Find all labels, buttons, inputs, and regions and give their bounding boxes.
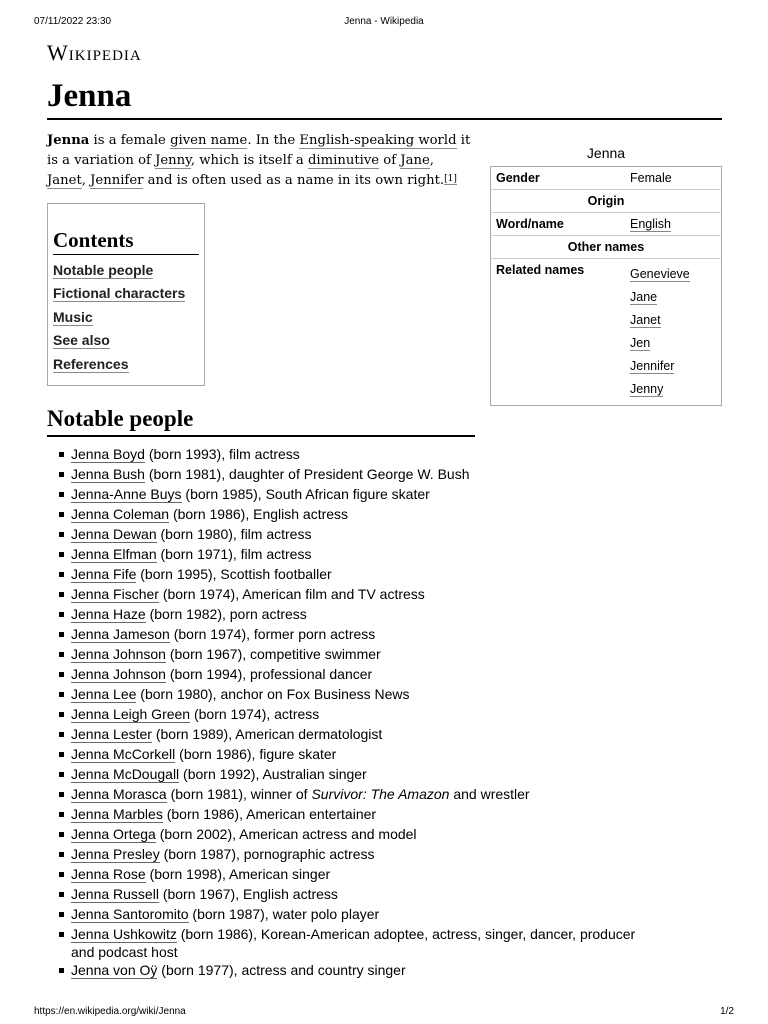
bullet-icon — [59, 692, 64, 697]
list-item — [55, 604, 715, 624]
bullet-icon — [59, 932, 64, 937]
person-description: and wrestler — [449, 786, 530, 802]
person-description: (born 1992), Australian singer — [179, 766, 367, 782]
bullet-icon — [59, 652, 64, 657]
bullet-icon — [59, 452, 64, 457]
person-description: (born 1974), former porn actress — [169, 626, 376, 642]
person-link[interactable]: Jenna Bush — [71, 466, 145, 482]
person-description: (born 1993), film actress — [144, 446, 300, 462]
list-item — [55, 584, 715, 604]
notable-people-list — [55, 444, 715, 980]
person-link[interactable]: Jenna Marbles — [71, 806, 163, 822]
list-item — [55, 544, 715, 564]
toc-item-label: References — [53, 355, 129, 372]
person-link[interactable]: Jenna Fife — [71, 566, 137, 582]
intro-text: and is often used as a name in its own right. — [143, 173, 445, 188]
list-item — [55, 844, 715, 864]
word-name-label: Word/name — [491, 213, 626, 236]
origin-heading: Origin — [491, 190, 722, 213]
toc-item-see-also[interactable] — [53, 329, 199, 352]
infobox-table — [490, 166, 722, 406]
list-item — [55, 704, 715, 724]
person-description: (born 1986), English actress — [169, 506, 349, 522]
gender-value: Female — [630, 171, 672, 185]
person-description: (born 1987), pornographic actress — [159, 846, 375, 862]
list-item — [55, 504, 715, 524]
person-link[interactable]: Jenna von Oÿ — [71, 962, 158, 978]
bullet-icon — [59, 592, 64, 597]
intro-text: , — [429, 153, 434, 168]
print-page-number: 1/2 — [720, 1006, 734, 1017]
list-item — [55, 444, 715, 464]
list-item — [55, 664, 715, 684]
list-item — [55, 644, 715, 664]
person-description: (born 1980), film actress — [156, 526, 312, 542]
list-item — [55, 924, 715, 960]
list-item — [55, 464, 715, 484]
bullet-icon — [59, 712, 64, 717]
toc-item-fictional-characters[interactable] — [53, 282, 199, 305]
list-item — [55, 784, 715, 804]
italic-title: Survivor: The Amazon — [311, 786, 450, 802]
intro-text: is a female — [89, 133, 171, 148]
bullet-icon — [59, 672, 64, 677]
reference-link[interactable]: [1] — [444, 174, 457, 184]
related-name-item — [630, 309, 716, 332]
related-names-list — [630, 263, 716, 401]
list-item — [55, 564, 715, 584]
person-description: (born 1982), porn actress — [145, 606, 307, 622]
list-item — [55, 804, 715, 824]
person-description: (born 1981), winner of — [166, 786, 312, 802]
print-title: Jenna - Wikipedia — [344, 16, 424, 27]
related-name-item — [630, 332, 716, 355]
person-link[interactable]: Jenna Lee — [71, 686, 137, 702]
person-link[interactable]: Jenna Johnson — [71, 666, 166, 682]
list-item — [55, 884, 715, 904]
infobox-caption: Jenna — [586, 145, 626, 161]
person-description: (born 1986), figure skater — [175, 746, 337, 762]
bullet-icon — [59, 772, 64, 777]
person-link[interactable]: Jenna Leigh Green — [71, 706, 191, 722]
person-link[interactable]: Jenna Rose — [71, 866, 146, 882]
related-names-label: Related names — [491, 259, 626, 406]
infobox — [490, 142, 722, 406]
list-item — [55, 904, 715, 924]
wikipedia-logo[interactable]: Wikipedia — [47, 40, 142, 65]
person-description: (born 1986), American entertainer — [162, 806, 377, 822]
link-diminutive[interactable]: diminutive — [307, 153, 380, 168]
notable-people-heading: Notable people — [47, 404, 475, 437]
bullet-icon — [59, 852, 64, 857]
list-item — [55, 624, 715, 644]
link-jane[interactable]: Jane — [400, 153, 430, 168]
person-link[interactable]: Jenna Presley — [71, 846, 160, 862]
word-name-value-link[interactable]: English — [630, 217, 671, 231]
person-description: (born 1967), English actress — [158, 886, 338, 902]
related-name-link[interactable]: Genevieve — [630, 267, 690, 281]
toc-item-label: Music — [53, 308, 93, 325]
bullet-icon — [59, 892, 64, 897]
person-link[interactable]: Jenna Lester — [71, 726, 152, 742]
bullet-icon — [59, 512, 64, 517]
bullet-icon — [59, 532, 64, 537]
bullet-icon — [59, 552, 64, 557]
link-english-speaking-world[interactable]: English-speaking world — [299, 133, 457, 148]
print-date: 07/11/2022 23:30 — [34, 16, 112, 27]
related-name-link[interactable]: Jane — [630, 290, 658, 304]
list-item — [55, 960, 715, 980]
bullet-icon — [59, 752, 64, 757]
related-name-item — [630, 378, 716, 401]
bullet-icon — [59, 912, 64, 917]
person-description: (born 1971), film actress — [156, 546, 312, 562]
intro-paragraph — [47, 131, 477, 191]
bullet-icon — [59, 632, 64, 637]
list-item — [55, 744, 715, 764]
person-description: (born 1981), daughter of President George W. Bush — [144, 466, 470, 482]
related-name-item — [630, 286, 716, 309]
related-name-link[interactable]: Jenny — [630, 382, 664, 396]
bullet-icon — [59, 832, 64, 837]
person-link[interactable]: Jenna Haze — [71, 606, 146, 622]
related-name-link[interactable]: Jen — [630, 336, 651, 350]
person-link[interactable]: Jenna Morasca — [71, 786, 167, 802]
bullet-icon — [59, 492, 64, 497]
link-jenny[interactable]: Jenny — [155, 153, 191, 168]
list-item — [55, 824, 715, 844]
person-description: (born 1986), Korean-American adoptee, actress, singer, dancer, producer — [176, 926, 636, 942]
related-name-item — [630, 355, 716, 378]
person-link[interactable]: Jenna Ushkowitz — [71, 926, 177, 942]
person-description: (born 1974), actress — [190, 706, 320, 722]
toc-item-notable-people[interactable] — [53, 259, 199, 282]
person-description: (born 1985), South African figure skater — [181, 486, 430, 502]
toc-item-references[interactable] — [53, 353, 199, 376]
person-link[interactable]: Jenna Ortega — [71, 826, 156, 842]
person-description: (born 1977), actress and country singer — [157, 962, 406, 978]
person-description: (born 1989), American dermatologist — [151, 726, 383, 742]
person-description: (born 1967), competitive swimmer — [165, 646, 381, 662]
related-name-item — [630, 263, 716, 286]
intro-text: of — [379, 153, 401, 168]
link-janet[interactable]: Janet — [47, 173, 82, 188]
person-link[interactable]: Jenna Johnson — [71, 646, 166, 662]
person-link[interactable]: Jenna Russell — [71, 886, 159, 902]
table-of-contents — [47, 203, 205, 386]
person-link[interactable]: Jenna Fischer — [71, 586, 159, 602]
intro-text: . In the — [247, 133, 300, 148]
toc-title: Contents — [53, 228, 199, 255]
bullet-icon — [59, 612, 64, 617]
bullet-icon — [59, 732, 64, 737]
intro-text: , which is itself a — [190, 153, 308, 168]
intro-bold-term: Jenna — [47, 133, 90, 148]
person-description: (born 1974), American film and TV actress — [158, 586, 425, 602]
person-description: (born 1987), water polo player — [188, 906, 380, 922]
intro-text: , — [81, 173, 91, 188]
list-item — [55, 524, 715, 544]
related-name-link[interactable]: Jennifer — [630, 359, 675, 373]
person-description: (born 1995), Scottish footballer — [136, 566, 332, 582]
person-description: (born 1998), American singer — [145, 866, 331, 882]
person-link[interactable]: Jenna Dewan — [71, 526, 157, 542]
bullet-icon — [59, 572, 64, 577]
bullet-icon — [59, 812, 64, 817]
person-link[interactable]: Jenna Boyd — [71, 446, 145, 462]
related-name-link[interactable]: Janet — [630, 313, 661, 327]
toc-item-label: Fictional characters — [53, 285, 186, 302]
bullet-icon — [59, 472, 64, 477]
page-title: Jenna — [47, 76, 722, 120]
person-description: (born 2002), American actress and model — [155, 826, 417, 842]
list-item — [55, 724, 715, 744]
list-item — [55, 684, 715, 704]
link-given-name[interactable]: given name — [170, 133, 248, 148]
toc-item-label: See also — [53, 332, 110, 349]
toc-list — [53, 259, 199, 376]
person-link[interactable]: Jenna McDougall — [71, 766, 180, 782]
toc-item-music[interactable] — [53, 306, 199, 329]
person-link[interactable]: Jenna Jameson — [71, 626, 170, 642]
bullet-icon — [59, 792, 64, 797]
person-link[interactable]: Jenna Santoromito — [71, 906, 189, 922]
person-link[interactable]: Jenna Elfman — [71, 546, 157, 562]
person-description: (born 1980), anchor on Fox Business News — [136, 686, 410, 702]
bullet-icon — [59, 872, 64, 877]
other-names-heading: Other names — [491, 236, 722, 259]
toc-item-label: Notable people — [53, 262, 154, 278]
person-link[interactable]: Jenna Coleman — [71, 506, 170, 522]
bullet-icon — [59, 968, 64, 973]
list-item — [55, 764, 715, 784]
person-description: and podcast host — [71, 944, 178, 960]
print-url: https://en.wikipedia.org/wiki/Jenna — [34, 1006, 186, 1017]
person-link[interactable]: Jenna McCorkell — [71, 746, 176, 762]
intro-text: it is a variation of — [47, 133, 471, 168]
list-item — [55, 864, 715, 884]
person-link[interactable]: Jenna-Anne Buys — [71, 486, 182, 502]
link-jennifer[interactable]: Jennifer — [90, 173, 144, 188]
person-description: (born 1994), professional dancer — [165, 666, 373, 682]
gender-label: Gender — [496, 171, 540, 185]
list-item — [55, 484, 715, 504]
